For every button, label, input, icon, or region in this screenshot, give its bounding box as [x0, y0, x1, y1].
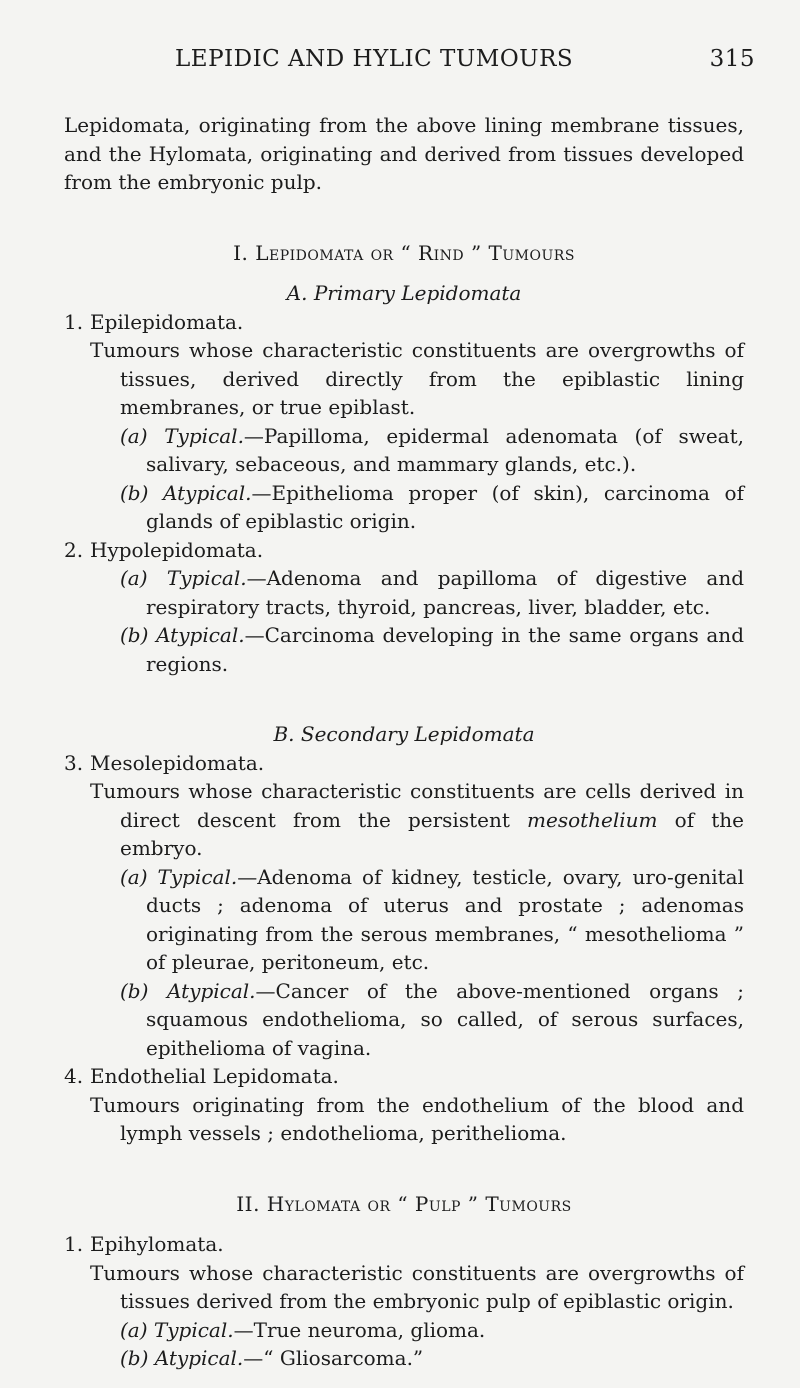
item-name: Endothelial Lepidomata.	[90, 1064, 339, 1088]
list-item-mesolepidomata	[64, 749, 744, 778]
entry-kind: Atypical.	[154, 1346, 244, 1370]
entry-letter: (b)	[120, 623, 149, 647]
entry-text: —Carcinoma developing in the same organs and regions.	[146, 623, 744, 676]
entry-letter: (b)	[120, 480, 149, 505]
entry-letter: (b)	[120, 978, 149, 1003]
list-item-endothelial-lepidomata	[64, 1062, 744, 1091]
subsection-heading-primary: A. Primary Lepidomata	[286, 281, 522, 305]
entry-text: —True neuroma, glioma.	[233, 1317, 486, 1342]
section-numeral: I.	[233, 240, 249, 265]
item-name: Mesolepidomata.	[90, 750, 265, 775]
typical-entry	[64, 422, 744, 479]
section-heading-hylomata	[64, 1190, 744, 1219]
subsection-heading-secondary: B. Secondary Lepidomata	[273, 722, 535, 746]
entry-letter: (a)	[120, 1317, 148, 1342]
entry-letter: (b)	[120, 1346, 149, 1370]
page-body	[64, 111, 744, 1373]
section-numeral: II.	[236, 1191, 260, 1216]
entry-kind: Atypical.	[156, 623, 245, 647]
atypical-entry	[64, 621, 744, 678]
description-text: Tumours whose characteristic constituents are cells derived in direct descent from the persistent	[90, 779, 744, 832]
intro-paragraph: Lepidomata, originating from the above lining membrane tissues, and the Hylomata, originating and derived from tissues developed from the embryonic pulp.	[64, 113, 744, 194]
entry-text: —Cancer of the above-mentioned organs ; squamous endothelioma, so called, of serous surfaces, epithelioma of vagina.	[146, 978, 744, 1060]
atypical-entry	[64, 1344, 744, 1373]
section-title: Lepidomata or “ Rind ” Tumours	[255, 240, 575, 265]
list-item-epihylomata	[64, 1230, 744, 1259]
item-description: Tumours originating from the endothelium of the blood and lymph vessels ; endothelioma, perithelioma.	[90, 1092, 744, 1145]
item-name: Hypolepidomata.	[90, 537, 264, 562]
item-name: Epihylomata.	[90, 1232, 224, 1256]
item-description: Tumours whose characteristic constituents are overgrowths of tissues derived from the embryonic pulp of epiblastic origin.	[90, 1260, 744, 1313]
entry-text: —Adenoma and papilloma of digestive and respiratory tracts, thyroid, pancreas, liver, bladder, etc.	[146, 566, 745, 619]
entry-text: —“ Gliosarcoma.”	[243, 1346, 424, 1370]
item-number: 3.	[64, 750, 84, 775]
section-title: Hylomata or “ Pulp ” Tumours	[266, 1191, 572, 1216]
typical-entry	[64, 1316, 744, 1345]
item-name: Epilepidomata.	[90, 309, 244, 334]
item-number: 1.	[64, 309, 84, 334]
entry-kind: Typical.	[166, 566, 247, 590]
section-heading-lepidomata	[64, 239, 744, 268]
entry-kind: Typical.	[153, 1317, 234, 1342]
entry-kind: Typical.	[157, 864, 238, 889]
entry-text: —Adenoma of kidney, testicle, ovary, uro-genital ducts ; adenoma of uterus and prostate ; adenomas originating from the serous membranes, “ mesothelioma ” of pleurae, peritoneum, etc.	[146, 864, 745, 974]
description-text: of the embryo.	[120, 807, 744, 860]
list-item-hypolepidomata	[64, 536, 744, 565]
typical-entry	[64, 564, 744, 621]
item-number: 2.	[64, 537, 84, 562]
item-description	[64, 777, 744, 863]
item-number: 1.	[64, 1232, 84, 1256]
item-description: Tumours whose characteristic constituents are overgrowths of tissues, derived directly from the epiblastic lining membranes, or true epiblast.	[90, 338, 744, 419]
running-head-title: LEPIDIC AND HYLIC TUMOURS	[175, 46, 574, 72]
item-number: 4.	[64, 1064, 84, 1088]
description-emphasis: mesothelium	[527, 807, 658, 832]
atypical-entry	[64, 479, 744, 536]
entry-letter: (a)	[120, 864, 148, 889]
entry-kind: Atypical.	[163, 480, 252, 505]
page-number: 315	[709, 46, 755, 72]
entry-text: —Papilloma, epidermal adenomata (of sweat, salivary, sebaceous, and mammary glands, etc.).	[146, 423, 744, 476]
entry-letter: (a)	[120, 423, 148, 448]
list-item-epilepidomata	[64, 308, 744, 337]
entry-kind: Atypical.	[167, 978, 256, 1003]
atypical-entry	[64, 977, 744, 1063]
entry-text: —Epithelioma proper (of skin), carcinoma of glands of epiblastic origin.	[146, 480, 745, 533]
entry-letter: (a)	[120, 566, 148, 590]
typical-entry	[64, 863, 744, 977]
entry-kind: Typical.	[164, 423, 244, 448]
